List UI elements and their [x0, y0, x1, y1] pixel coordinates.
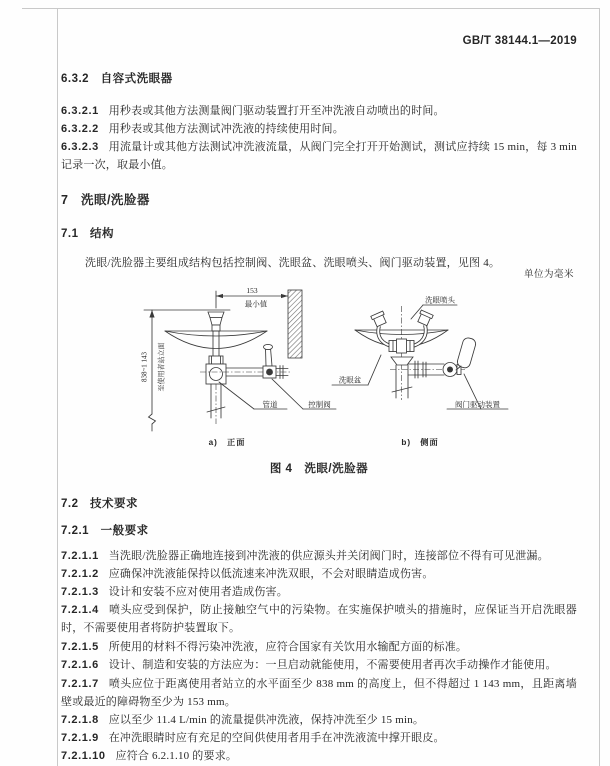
heading-number: 7 — [61, 193, 69, 207]
clause-6-3-2-1 — [61, 102, 577, 120]
unit-note: 单位为毫米 — [523, 270, 574, 280]
clause-text: 当洗眼/洗脸器正确地连接到冲洗液的供应源头并关闭阀门时，连接部位不得有可见泄漏。 — [108, 550, 549, 562]
clause-number: 7.2.1.8 — [61, 714, 99, 726]
view-a-caption: a) 正面 — [208, 438, 246, 447]
clause-7-2-1-2 — [61, 565, 577, 583]
heading-number: 7.1 — [61, 228, 79, 240]
figure-4 — [130, 278, 580, 450]
clause-text: 所使用的材料不得污染冲洗液，应符合国家有关饮用水输配方面的标准。 — [108, 641, 468, 653]
eyewash-front-view — [141, 286, 337, 431]
clause-number: 7.2.1.6 — [61, 659, 99, 671]
heading-title: 技术要求 — [90, 498, 138, 510]
page-border-left — [57, 8, 58, 766]
heading-number: 6.3.2 — [61, 73, 90, 85]
spray-head-label: 洗眼喷头 — [425, 295, 455, 305]
clause-number: 7.2.1.7 — [61, 678, 99, 690]
heading-7-1 — [61, 225, 114, 241]
clause-number: 7.2.1.10 — [61, 750, 106, 762]
heading-chapter-7 — [61, 190, 150, 208]
clause-7-2-1-3 — [61, 583, 577, 601]
clause-7-2-1-8 — [61, 711, 577, 729]
clause-number: 7.2.1.4 — [61, 604, 99, 616]
clause-text: 应符合 6.2.1.10 的要求。 — [115, 750, 238, 762]
section-7-1-intro: 洗眼/洗脸器主要组成结构包括控制阀、洗眼盆、洗眼喷头、阀门驱动装置，见图 4。 — [85, 257, 501, 269]
clause-text: 应确保冲洗液能保持以低流速来冲洗双眼，不会对眼睛造成伤害。 — [108, 568, 434, 580]
clause-text: 喷头应受到保护，防止接触空气中的污染物。在实施保护喷头的措施时，应保证当开启洗眼器时，不需要使用者将防护装置取下。 — [61, 604, 577, 635]
clause-number: 7.2.1.3 — [61, 586, 99, 598]
spray-nozzle-left — [371, 311, 388, 327]
heading-7-2 — [61, 495, 138, 511]
clause-number: 7.2.1.1 — [61, 550, 99, 562]
clause-number: 6.3.2.3 — [61, 141, 99, 153]
clause-text: 用秒表或其他方法测量阀门驱动装置打开至冲洗液自动喷出的时间。 — [108, 105, 445, 117]
basin-front — [165, 331, 267, 349]
clause-6-3-2-3 — [61, 138, 577, 175]
dimension-wall-value: 153 — [246, 286, 258, 295]
clause-7-2-1-1 — [61, 547, 577, 565]
pipe-label: 管道 — [262, 400, 278, 409]
dimension-wall-note: 最小值 — [244, 299, 268, 309]
heading-title: 结构 — [90, 228, 114, 240]
heading-number: 7.2 — [61, 498, 79, 510]
control-valve-label: 控制阀 — [308, 400, 331, 409]
valve-actuator-paddle — [456, 337, 477, 369]
figure-4-diagram — [130, 278, 580, 450]
eyewash-side-view — [332, 295, 508, 410]
clause-number: 6.3.2.2 — [61, 123, 99, 135]
clause-7-2-1-9 — [61, 729, 577, 747]
clause-text: 设计、制造和安装的方法应为：一旦启动就能使用，不需要使用者再次手动操作才能使用。 — [108, 659, 557, 671]
heading-title: 洗眼/洗脸器 — [80, 193, 150, 207]
heading-title: 自容式洗眼器 — [100, 73, 173, 85]
heading-number: 7.2.1 — [61, 525, 90, 537]
clause-7-2-1-4 — [61, 601, 577, 638]
wall-hatch — [288, 290, 302, 358]
clause-text: 设计和安装不应对使用者造成伤害。 — [108, 586, 288, 598]
clause-text: 用秒表或其他方法测试冲洗液的持续使用时间。 — [108, 123, 344, 135]
clause-7-2-1-10 — [61, 747, 577, 765]
basin-label: 洗眼盆 — [338, 375, 362, 385]
heading-title: 一般要求 — [100, 525, 149, 537]
clause-text: 在冲洗眼睛时应有充足的空间供使用者用手在冲洗液流中撑开眼皮。 — [108, 732, 445, 744]
clause-text: 应以至少 11.4 L/min 的流量提供冲洗液，保持冲洗至少 15 min。 — [108, 714, 425, 726]
clause-6-3-2-2 — [61, 120, 577, 138]
clause-text: 用流量计或其他方法测试冲洗液流量，从阀门完全打开开始测试，测试应持续 15 min，每 3 min 记录一次，取最小值。 — [61, 141, 577, 172]
valve-actuator-label: 阀门驱动装置 — [455, 400, 500, 409]
figure-caption: 图 4 洗眼/洗脸器 — [269, 463, 369, 475]
dimension-height-note: 至使用者站立面 — [157, 342, 166, 392]
spray-head-front — [208, 312, 224, 331]
clause-number: 7.2.1.5 — [61, 641, 99, 653]
clause-number: 6.3.2.1 — [61, 105, 99, 117]
standard-number: GB/T 38144.1—2019 — [462, 35, 577, 47]
page-border-top — [22, 8, 600, 9]
view-b-caption: b) 侧面 — [401, 438, 439, 447]
spray-nozzle-right — [416, 310, 433, 326]
clause-7-2-1-5 — [61, 638, 577, 656]
clause-number: 7.2.1.9 — [61, 732, 99, 744]
clause-text: 喷头应位于距离使用者站立的水平面至少 838 mm 的高度上，但不得超过 1 143 mm，且距离墙壁或最近的障碍物至少为 153 mm。 — [61, 678, 577, 709]
dimension-height-value: 838~1 143 — [140, 351, 149, 383]
page-border-right — [599, 8, 600, 766]
control-valve-front — [263, 344, 276, 378]
heading-6-3-2 — [61, 70, 173, 86]
clause-number: 7.2.1.2 — [61, 568, 99, 580]
clause-7-2-1-6 — [61, 656, 577, 674]
heading-7-2-1 — [61, 522, 149, 538]
clause-7-2-1-7 — [61, 675, 577, 712]
